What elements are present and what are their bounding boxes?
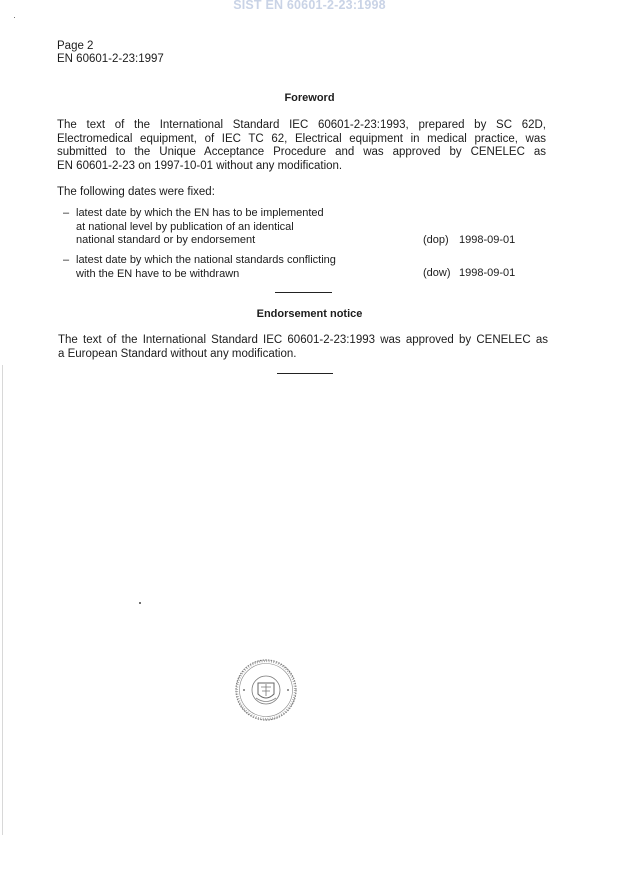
date-description-line: with the EN have to be withdrawn	[76, 267, 240, 280]
foreword-line: EN 60601-2-23 on 1997-10-01 without any modification.	[57, 159, 343, 172]
foreword-heading: Foreword	[284, 92, 335, 104]
dates-intro: The following dates were fixed:	[57, 186, 215, 198]
date-description	[76, 207, 376, 248]
document-number: EN 60601-2-23:1997	[57, 53, 164, 65]
date-item-dow	[63, 254, 533, 282]
date-item-dop	[63, 207, 533, 249]
official-seal-icon	[234, 658, 298, 722]
date-value: 1998-09-01	[459, 267, 516, 279]
end-divider	[277, 373, 333, 374]
scan-edge	[2, 365, 3, 835]
foreword-line: The text of the International Standard IEC 60601-2-23:1993, prepared by SC 62D,	[57, 119, 546, 131]
scan-speck	[139, 602, 141, 604]
endorsement-heading: Endorsement notice	[256, 308, 363, 320]
date-abbreviation: (dow)	[423, 267, 451, 279]
page-label: Page 2	[57, 40, 94, 52]
date-value: 1998-09-01	[459, 234, 516, 246]
scan-speck	[14, 17, 15, 18]
endorsement-paragraph	[58, 334, 548, 361]
section-divider	[275, 292, 332, 293]
date-description-line: national standard or by endorsement	[76, 234, 256, 246]
date-description-line: latest date by which the national standards conflicting	[76, 254, 336, 266]
watermark: SIST EN 60601-2-23:1998	[233, 0, 386, 12]
foreword-line: Electromedical equipment, of IEC TC 62, Electrical equipment in medical practice, was	[57, 132, 546, 145]
page-header	[57, 40, 164, 66]
date-description-line: latest date by which the EN has to be implemented	[76, 207, 324, 219]
list-dash: –	[63, 254, 70, 266]
endorsement-line: a European Standard without any modification.	[58, 347, 297, 360]
foreword-line: submitted to the Unique Acceptance Procedure and was approved by CENELEC as	[57, 146, 546, 158]
date-description-line: at national level by publication of an identical	[76, 220, 294, 233]
endorsement-line: The text of the International Standard IEC 60601-2-23:1993 was approved by CENELEC as	[58, 334, 548, 346]
foreword-paragraph	[57, 119, 546, 173]
date-description	[76, 254, 376, 281]
list-dash: –	[63, 207, 70, 219]
date-abbreviation: (dop)	[423, 234, 449, 246]
